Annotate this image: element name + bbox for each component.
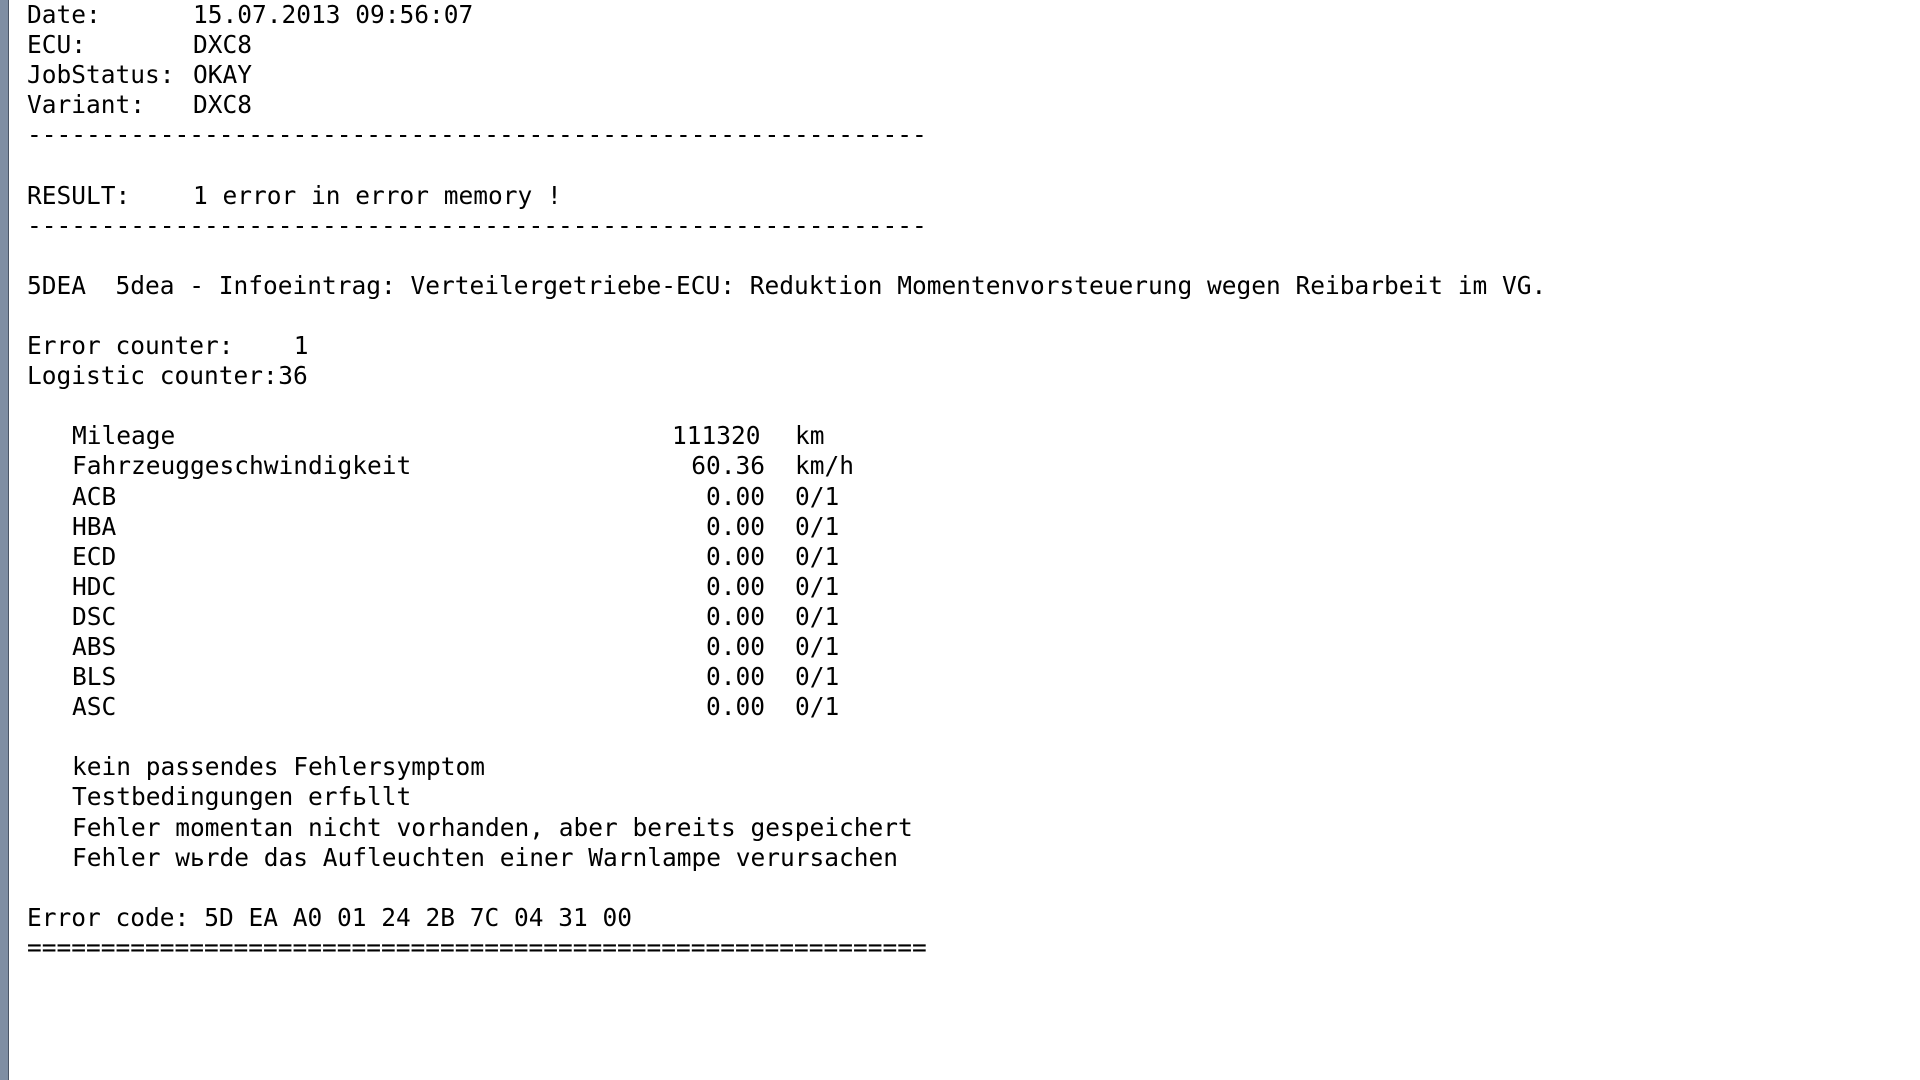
- measurement-row: [27, 662, 1907, 692]
- logistic-counter-row: [27, 361, 1907, 391]
- measurement-unit: 0/1: [795, 481, 840, 511]
- measurement-unit: 0/1: [795, 631, 840, 661]
- measurement-name: BLS: [72, 662, 117, 692]
- error-counter-row: [27, 331, 1907, 361]
- error-code-value: 5D EA A0 01 24 2B 7C 04 31 00: [204, 902, 633, 932]
- variant-label: Variant:: [27, 90, 146, 120]
- ecu-row: [27, 30, 1907, 60]
- measurement-unit: 0/1: [795, 571, 840, 601]
- measurement-unit: 0/1: [795, 692, 840, 722]
- error-counter-label: Error counter:: [27, 331, 234, 361]
- blank-line: [27, 301, 1907, 331]
- measurement-value: 60.36: [691, 451, 765, 481]
- measurement-name: ECD: [72, 541, 117, 571]
- error-code-row: [27, 903, 1907, 933]
- measurement-row: [27, 482, 1907, 512]
- logistic-counter-label: Logistic counter:: [27, 361, 278, 391]
- measurements-table: [27, 421, 1907, 722]
- measurement-name: Fahrzeuggeschwindigkeit: [72, 451, 412, 481]
- measurement-unit: 0/1: [795, 511, 840, 541]
- measurement-name: HDC: [72, 571, 117, 601]
- measurement-unit: 0/1: [795, 541, 840, 571]
- note-line: Fehler wьrde das Aufleuchten einer Warnlampe verursachen: [72, 842, 899, 872]
- measurement-value: 0.00: [705, 481, 765, 511]
- measurement-unit: km/h: [795, 451, 855, 481]
- measurement-row: [27, 602, 1907, 632]
- end-separator-line: =============================================================: [27, 932, 927, 962]
- date-row: [27, 0, 1907, 30]
- date-value: 15.07.2013 09:56:07: [193, 0, 474, 29]
- note-line: Fehler momentan nicht vorhanden, aber bereits gespeichert: [72, 812, 913, 842]
- variant-row: [27, 90, 1907, 120]
- measurement-value: 0.00: [705, 511, 765, 541]
- blank-line: [27, 391, 1907, 421]
- measurement-value: 0.00: [705, 692, 765, 722]
- note-line: kein passendes Fehlersymptom: [72, 752, 486, 782]
- measurement-row: [27, 572, 1907, 602]
- window-left-border: [0, 0, 9, 1080]
- measurement-row: [27, 512, 1907, 542]
- error-code-label: Error code:: [27, 902, 190, 932]
- result-row: [27, 181, 1907, 211]
- measurement-name: HBA: [72, 511, 117, 541]
- blank-line: [27, 241, 1907, 271]
- measurement-unit: km: [795, 421, 825, 451]
- measurement-value: 0.00: [705, 541, 765, 571]
- separator-line: -------------------------------------------------------------: [27, 210, 927, 240]
- ecu-label: ECU:: [27, 30, 87, 60]
- measurement-row: [27, 692, 1907, 722]
- blank-line: [27, 150, 1907, 180]
- measurement-row: [27, 451, 1907, 481]
- measurement-name: ABS: [72, 631, 117, 661]
- error-counter-value: 1: [293, 331, 309, 361]
- error-description: 5DEA 5dea - Infoeintrag: Verteilergetriebe-ECU: Reduktion Momentenvorsteuerung wegen Reibarbeit im VG.: [27, 270, 1547, 300]
- note-line: Testbedingungen erfьllt: [72, 782, 412, 812]
- blank-line: [27, 873, 1907, 903]
- measurement-row: [27, 632, 1907, 662]
- date-label: Date:: [27, 0, 101, 29]
- measurement-name: ASC: [72, 692, 117, 722]
- measurement-row: [27, 542, 1907, 572]
- measurement-name: Mileage: [72, 421, 176, 451]
- separator-line: -------------------------------------------------------------: [27, 120, 927, 150]
- ecu-value: DXC8: [193, 30, 253, 60]
- measurement-name: ACB: [72, 481, 117, 511]
- measurement-value: 0.00: [705, 601, 765, 631]
- measurement-value: 0.00: [705, 571, 765, 601]
- diagnostic-report: [27, 0, 1907, 963]
- measurement-unit: 0/1: [795, 662, 840, 692]
- measurement-row: [27, 421, 1907, 451]
- jobstatus-value: OKAY: [193, 60, 253, 90]
- logistic-counter-value: 36: [278, 361, 308, 391]
- measurement-unit: 0/1: [795, 601, 840, 631]
- jobstatus-label: JobStatus:: [27, 60, 175, 90]
- measurement-name: DSC: [72, 601, 117, 631]
- measurement-value: 0.00: [705, 631, 765, 661]
- measurement-value: 111320: [672, 421, 761, 451]
- result-label: RESULT:: [27, 180, 131, 210]
- result-value: 1 error in error memory !: [193, 180, 562, 210]
- variant-value: DXC8: [193, 90, 253, 120]
- measurement-value: 0.00: [705, 662, 765, 692]
- jobstatus-row: [27, 60, 1907, 90]
- blank-line: [27, 722, 1907, 752]
